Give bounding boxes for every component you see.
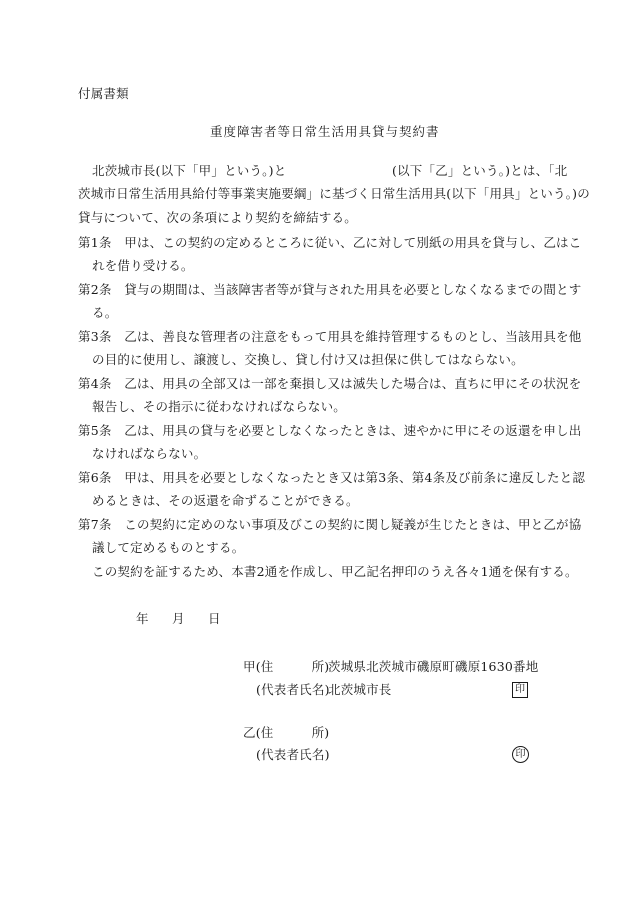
- article-7-cont: 議して定めるものとする。: [92, 540, 245, 555]
- article-7: 第7条 この契約に定めのない事項及びこの契約に関し疑義が生じたときは、甲と乙が協: [78, 517, 582, 532]
- article-1: 第1条 甲は、この契約の定めるところに従い、乙に対して別紙の用具を貸与し、乙はこ: [78, 235, 582, 250]
- article-3-cont: の目的に使用し、譲渡し、交換し、貸し付け又は担保に供してはならない。: [92, 352, 524, 367]
- party-a-rep-label: (代表者氏名): [256, 682, 330, 697]
- article-4-cont: 報告し、その指示に従わなければならない。: [92, 399, 347, 414]
- date-day: 日: [208, 611, 221, 626]
- party-b-seal-icon: 印: [512, 746, 529, 763]
- closing-statement: この契約を証するため、本書2通を作成し、甲乙記名押印のうえ各々1通を保有する。: [92, 564, 578, 579]
- document-title: 重度障害者等日常生活用具貸与契約書: [210, 124, 440, 139]
- intro-line-3: 貸与について、次の条項により契約を締結する。: [78, 210, 357, 225]
- party-a-address-label: 甲(住 所): [243, 659, 330, 674]
- party-a-rep-name: 北茨城市長: [328, 682, 392, 697]
- article-5: 第5条 乙は、用具の貸与を必要としなくなったときは、速やかに甲にその返還を申し出: [78, 423, 582, 438]
- article-6-cont: めるときは、その返還を命ずることができる。: [92, 493, 359, 508]
- party-b-address-label: 乙(住 所): [243, 725, 330, 740]
- article-3: 第3条 乙は、善良な管理者の注意をもって用具を維持管理するものとし、当該用具を他: [78, 329, 582, 344]
- intro-line-2: 茨城市日常生活用具給付等事業実施要綱」に基づく日常生活用具(以下「用具」という。)の: [78, 186, 590, 201]
- article-1-cont: れを借り受ける。: [92, 258, 194, 273]
- party-a-seal-icon: 印: [512, 682, 528, 698]
- article-4: 第4条 乙は、用具の全部又は一部を棄損し又は滅失した場合は、直ちに甲にその状況を: [78, 376, 582, 391]
- date-year: 年: [136, 611, 149, 626]
- article-6: 第6条 甲は、用具を必要としなくなったとき又は第3条、第4条及び前条に違反したと認: [78, 470, 586, 485]
- date-month: 月: [172, 611, 185, 626]
- intro-line-1b: (以下「乙」という。)とは、「北: [392, 163, 568, 178]
- article-2-cont: る。: [92, 305, 118, 320]
- intro-line-1a: 北茨城市長(以下「甲」という。)と: [92, 163, 287, 178]
- article-5-cont: なければならない。: [92, 446, 207, 461]
- party-b-rep-label: (代表者氏名): [256, 747, 330, 762]
- attachment-label: 付属書類: [78, 86, 129, 101]
- article-2: 第2条 貸与の期間は、当該障害者等が貸与された用具を必要としなくなるまでの間とす: [78, 282, 582, 297]
- party-a-address: 茨城県北茨城市磯原町磯原1630番地: [328, 659, 539, 674]
